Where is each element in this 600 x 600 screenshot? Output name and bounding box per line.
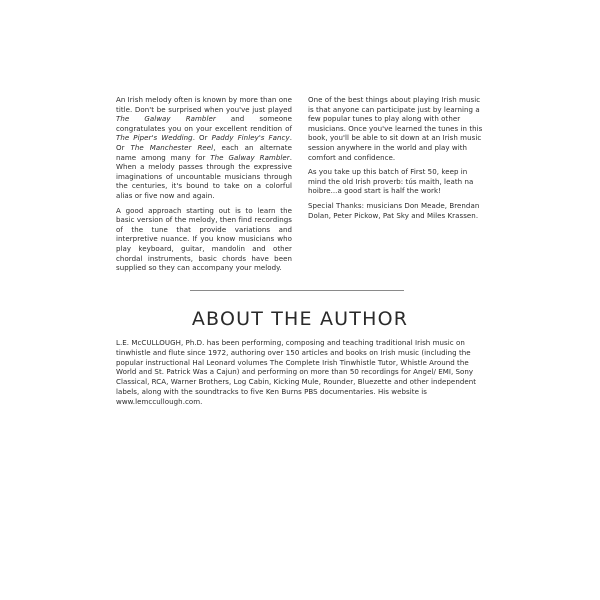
author-bio-paragraph: L.E. McCULLOUGH, Ph.D. has been performing, composing and teaching traditional Irish music on tinwhistle and flute since 1972, authoring over 150 articles and books on Irish music (including the popular instructional Hal Leonard volumes The Complete Irish Tinwhistle Tutor, Whistle Around the World and St. Patrick Was a Cajun) and performing on more than 50 recordings for Angel/ EMI, Sony Classical, RCA, Warner Brothers, Log Cabin, Kicking Mule, Rounder, Bluezette and other independent labels, along with the soundtracks to five Ken Burns PBS documentaries. His website is www.lemccullough.com. bbox=[116, 338, 477, 406]
tune-title: The Manchester Reel bbox=[130, 142, 214, 152]
text-run: An Irish melody often is known by more than one title. Don't be surprised when you've just played bbox=[116, 95, 292, 114]
right-paragraph-participation: One of the best things about playing Irish music is that anyone can participate just by learning a few popular tunes to play along with other musicians. Once you've learned the tunes in this book, you'll be able to sit down at an Irish music session anywhere in the world and play with comfort and confidence. bbox=[308, 95, 483, 162]
right-column bbox=[308, 95, 484, 225]
left-paragraph-approach: A good approach starting out is to learn the basic version of the melody, then find recordings of the tune that provide variations and interpretive nuance. If you know musicians who play keyboard, guitar, mandolin and other chordal instruments, basic chords have been supplied so they can accompany your melody. bbox=[116, 205, 292, 273]
section-divider bbox=[190, 290, 404, 291]
tune-title: The Galway Rambler bbox=[116, 114, 216, 124]
right-paragraph-special-thanks: Special Thanks: musicians Don Meade, Brendan Dolan, Peter Pickow, Pat Sky and Miles Krassen. bbox=[308, 200, 480, 220]
tune-title: The Piper's Wedding bbox=[116, 133, 193, 143]
right-paragraph-proverb: As you take up this batch of First 50, keep in mind the old Irish proverb: tús maith, leath na hoibre...a good start is half the work! bbox=[308, 167, 474, 196]
left-column bbox=[116, 95, 292, 278]
tune-title: The Galway Rambler bbox=[210, 152, 290, 162]
text-run: . Or bbox=[116, 133, 292, 152]
about-the-author-heading: ABOUT THE AUTHOR bbox=[191, 308, 409, 330]
text-run: . When a melody passes through the expressive imaginations of uncountable musicians through the centuries, it's bound to take on a colorful alias or five now and again. bbox=[116, 152, 293, 200]
tune-title: Paddy Finley's Fancy bbox=[211, 133, 290, 143]
text-run: and someone congratulates you on your excellent rendition of bbox=[116, 114, 293, 133]
text-run: , each an alternate name among many for bbox=[116, 142, 292, 162]
left-paragraph-alternate-titles bbox=[116, 95, 292, 201]
text-run: . Or bbox=[192, 133, 212, 143]
